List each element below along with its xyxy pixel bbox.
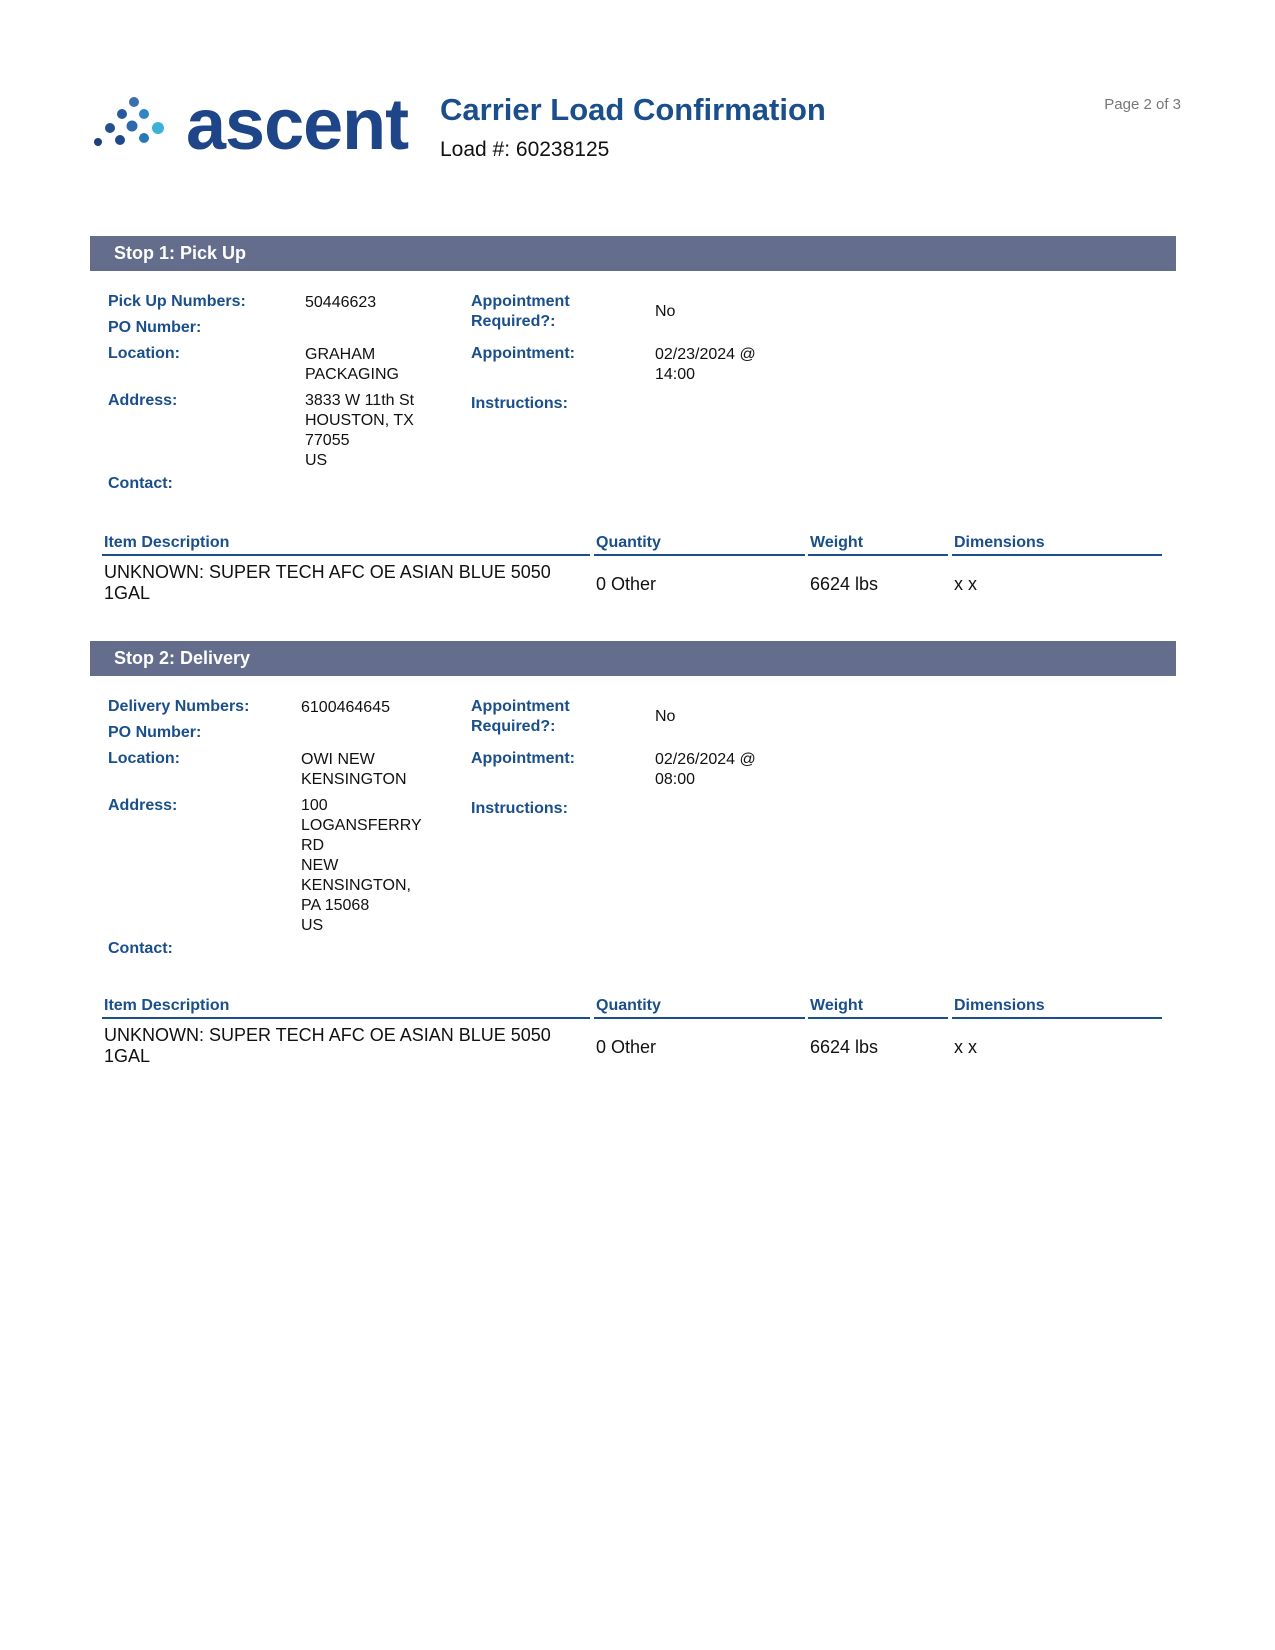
ascent-logo bbox=[92, 85, 409, 165]
col-quantity: Quantity bbox=[594, 995, 805, 1019]
page-number: Page 2 of 3 bbox=[1104, 96, 1181, 113]
appointment-label: Appointment: bbox=[471, 750, 575, 767]
item-description: UNKNOWN: SUPER TECH AFC OE ASIAN BLUE 5050 1GAL bbox=[104, 562, 551, 603]
pickup-numbers-value: 50446623 bbox=[305, 294, 377, 311]
po-number-label: PO Number: bbox=[108, 319, 202, 336]
col-weight: Weight bbox=[808, 532, 948, 556]
table-row bbox=[102, 562, 1162, 606]
contact-label: Contact: bbox=[108, 940, 173, 957]
logo-wordmark: ascent bbox=[186, 85, 409, 165]
address-value: 3833 W 11th St HOUSTON, TX 77055 US bbox=[305, 392, 415, 469]
item-quantity: 0 Other bbox=[596, 574, 657, 594]
appointment-required-value: No bbox=[655, 708, 676, 725]
col-dimensions: Dimensions bbox=[952, 995, 1162, 1019]
contact-label: Contact: bbox=[108, 475, 173, 492]
appointment-required-value: No bbox=[655, 303, 676, 320]
location-label: Location: bbox=[108, 345, 180, 362]
delivery-numbers-value: 6100464645 bbox=[301, 699, 390, 716]
instructions-label: Instructions: bbox=[471, 800, 568, 817]
appointment-required-label: Appointment Required?: bbox=[471, 698, 570, 735]
instructions-label: Instructions: bbox=[471, 395, 568, 412]
appointment-value: 02/26/2024 @ 08:00 bbox=[655, 751, 756, 788]
col-quantity: Quantity bbox=[594, 532, 805, 556]
appointment-label: Appointment: bbox=[471, 345, 575, 362]
col-item-description: Item Description bbox=[102, 995, 590, 1019]
stop-2-header: Stop 2: Delivery bbox=[90, 641, 1176, 676]
load-number: Load #: 60238125 bbox=[440, 138, 610, 161]
po-number-label: PO Number: bbox=[108, 724, 202, 741]
pickup-numbers-label: Pick Up Numbers: bbox=[108, 293, 246, 310]
table-row bbox=[102, 1025, 1162, 1069]
item-weight: 6624 lbs bbox=[810, 574, 879, 594]
delivery-numbers-label: Delivery Numbers: bbox=[108, 698, 250, 715]
col-item-description: Item Description bbox=[102, 532, 590, 556]
appointment-value: 02/23/2024 @ 14:00 bbox=[655, 346, 756, 383]
location-value: OWI NEW KENSINGTON bbox=[301, 751, 407, 788]
location-label: Location: bbox=[108, 750, 180, 767]
item-quantity: 0 Other bbox=[596, 1037, 657, 1057]
col-dimensions: Dimensions bbox=[952, 532, 1162, 556]
item-weight: 6624 lbs bbox=[810, 1037, 879, 1057]
address-value: 100 LOGANSFERRY RD NEW KENSINGTON, PA 15068 US bbox=[301, 797, 422, 934]
logo-dots-icon bbox=[92, 96, 172, 156]
item-dimensions: x x bbox=[954, 1037, 978, 1057]
address-label: Address: bbox=[108, 392, 178, 409]
item-description: UNKNOWN: SUPER TECH AFC OE ASIAN BLUE 5050 1GAL bbox=[104, 1025, 551, 1066]
address-label: Address: bbox=[108, 797, 178, 814]
appointment-required-label: Appointment Required?: bbox=[471, 293, 570, 330]
location-value: GRAHAM PACKAGING bbox=[305, 346, 399, 383]
page-title: Carrier Load Confirmation bbox=[440, 92, 826, 127]
item-dimensions: x x bbox=[954, 574, 978, 594]
stop-1-header: Stop 1: Pick Up bbox=[90, 236, 1176, 271]
col-weight: Weight bbox=[808, 995, 948, 1019]
